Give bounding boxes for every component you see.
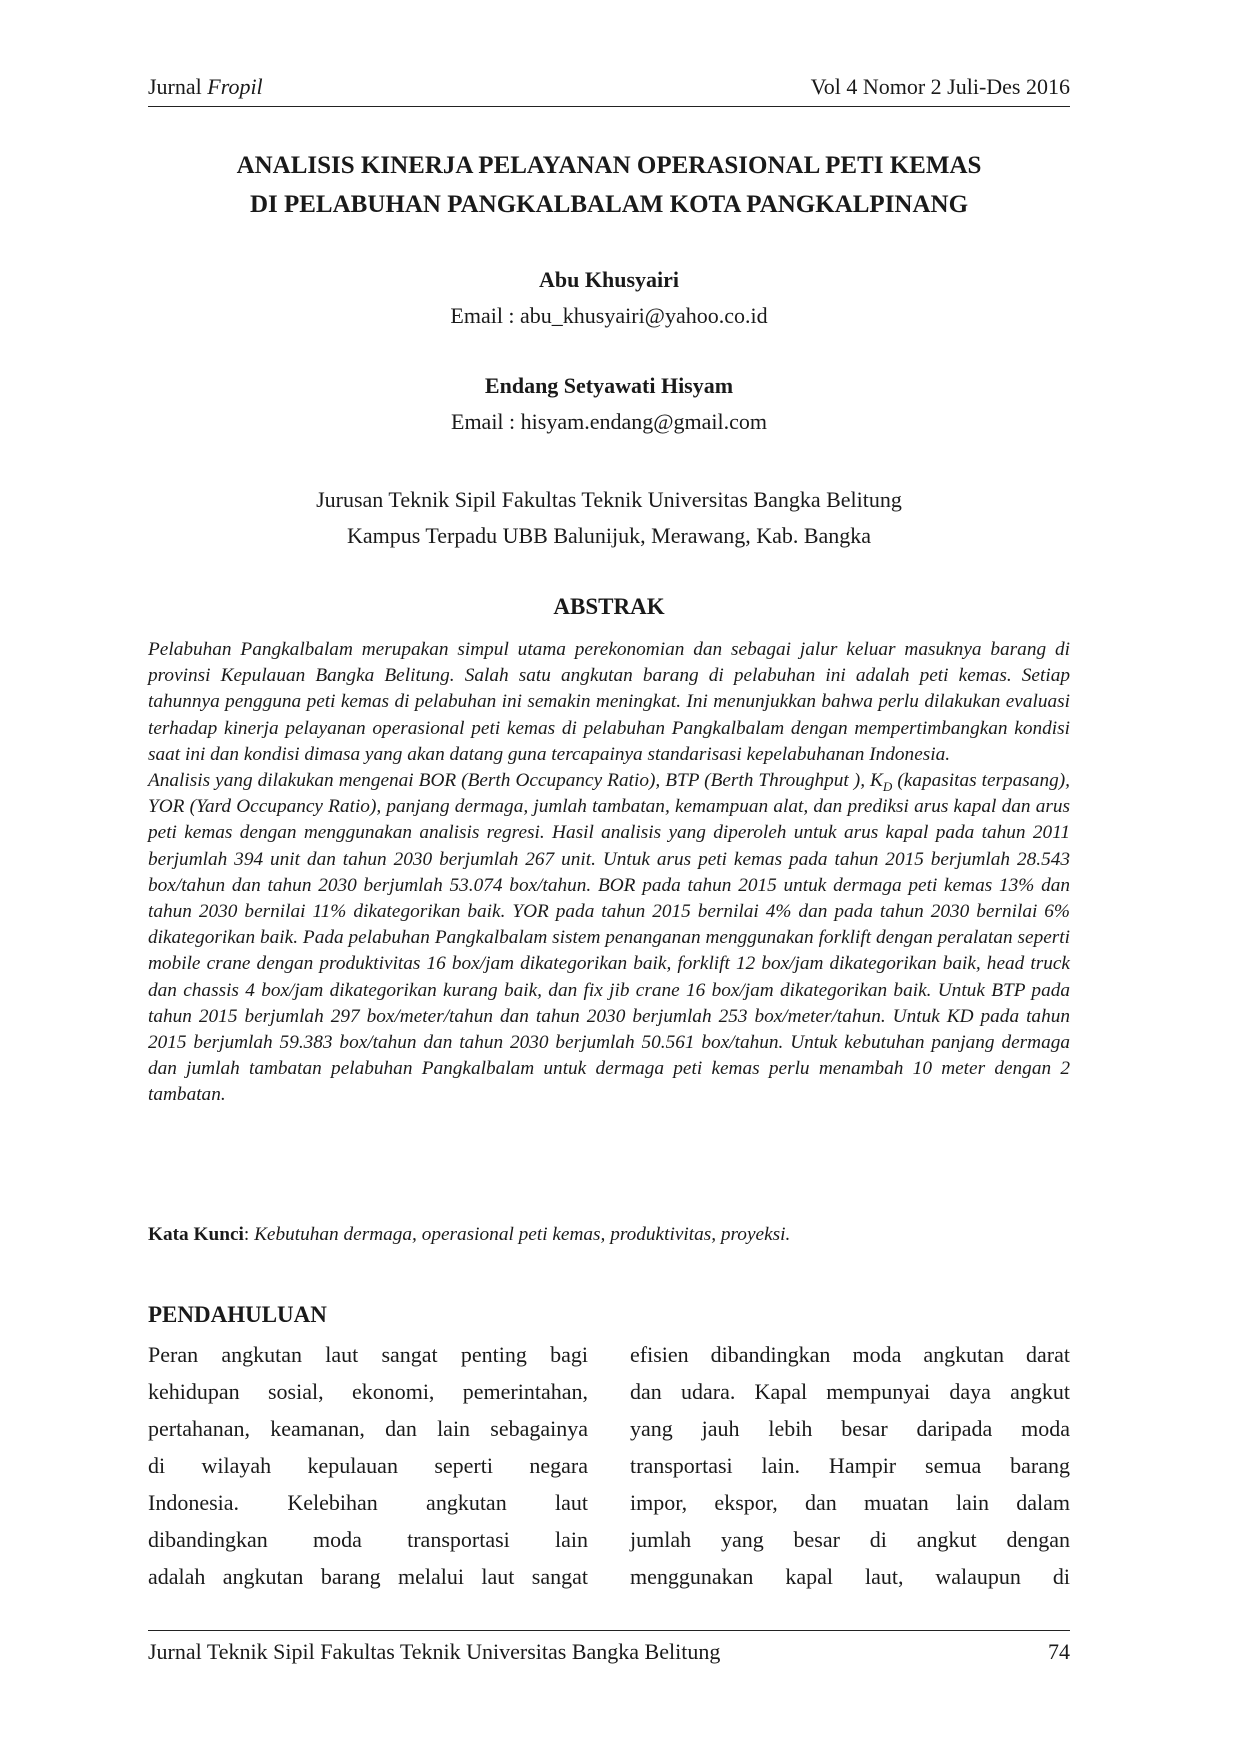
body-column-right	[630, 1336, 1070, 1595]
body-line: pertahanan, keamanan, dan lain sebagainya	[148, 1416, 588, 1441]
journal-prefix: Jurnal	[148, 74, 202, 99]
affiliation-line-1: Jurusan Teknik Sipil Fakultas Teknik Universitas Bangka Belitung	[316, 487, 902, 512]
footer-text: Jurnal Teknik Sipil Fakultas Teknik Universitas Bangka Belitung	[148, 1639, 721, 1664]
journal-name	[148, 74, 263, 100]
abstract-text: (kapasitas terpasang), YOR (Yard Occupancy Ratio), panjang dermaga, jumlah tambatan, kemampuan alat, dan prediksi arus kapal dan arus peti kemas dengan menggunakan analisis regresi. Hasil analisis yang diperoleh untuk arus kapal pada tahun 2011 berjumlah 394 unit dan tahun 2030 berjumlah 267 unit. Untuk arus peti kemas pada tahun 2015 berjumlah 28.543 box/tahun dan tahun 2030 berjumlah 53.074 box/tahun. BOR pada tahun 2015 untuk dermaga peti kemas 13% dan tahun 2030 bernilai 11% dikategorikan baik. YOR pada tahun 2015 bernilai 4% dan pada tahun 2030 bernilai 6% dikategorikan baik. Pada pelabuhan Pangkalbalam sistem penanganan menggunakan forklift dengan peralatan seperti mobile crane dengan produktivitas 16 box/jam dikategorikan baik, forklift 12 box/jam dikategorikan baik, head truck dan chassis 4 box/jam dikategorikan kurang baik, dan fix jib crane 16 box/jam dikategorikan baik. Untuk BTP pada tahun 2015 berjumlah 297 box/meter/tahun dan tahun 2030 berjumlah 253 box/meter/tahun. Untuk KD pada tahun 2015 berjumlah 59.383 box/tahun dan tahun 2030 berjumlah 50.561 box/tahun. Untuk kebutuhan panjang dermaga dan jumlah tambatan pelabuhan Pangkalbalam untuk dermaga peti kemas perlu menambah 10 meter dengan 2 tambatan.	[148, 770, 1070, 1106]
author-email: Email : abu_khusyairi@yahoo.co.id	[450, 303, 768, 328]
running-header	[148, 74, 1070, 106]
journal-title-italic: Fropil	[207, 74, 263, 99]
keywords-separator: :	[243, 1224, 250, 1245]
abstract-paragraph-1: Pelabuhan Pangkalbalam merupakan simpul utama perekonomian dan sebagai jalur keluar masuknya barang di provinsi Kepulauan Bangka Belitung. Salah satu angkutan barang di pelabuhan ini adalah peti kemas. Setiap tahunnya pengguna peti kemas di pelabuhan ini semakin meningkat. Ini menunjukkan bahwa perlu dilakukan evaluasi terhadap kinerja pelayanan operasional peti kemas di pelabuhan Pangkalbalam dengan mempertimbangkan kondisi saat ini dan kondisi dimasa yang akan datang guna tercapainya standarisasi kepelabuhanan Indonesia.	[148, 639, 1070, 765]
body-line: transportasi lain. Hampir semua barang	[630, 1453, 1070, 1478]
abstract-heading: ABSTRAK	[553, 594, 665, 619]
subscript-d: D	[882, 778, 893, 794]
abstract-body	[148, 637, 1070, 1109]
paper-title	[148, 146, 1070, 224]
body-line: yang jauh lebih besar daripada moda	[630, 1416, 1070, 1441]
keywords-label: Kata Kunci	[148, 1224, 244, 1245]
volume-info: Vol 4 Nomor 2 Juli-Des 2016	[810, 74, 1070, 99]
affiliation	[148, 482, 1070, 554]
keywords-text: Kebutuhan dermaga, operasional peti kemas, produktivitas, proyeksi.	[249, 1224, 791, 1245]
page-number: 74	[1048, 1639, 1070, 1664]
footer-rule	[148, 1630, 1070, 1631]
body-line: dibandingkan moda transportasi lain	[148, 1527, 588, 1552]
author-2	[148, 368, 1070, 440]
author-name: Abu Khusyairi	[539, 267, 679, 292]
title-line-1: ANALISIS KINERJA PELAYANAN OPERASIONAL PETI KEMAS	[236, 152, 982, 179]
body-line: dan udara. Kapal mempunyai daya angkut	[630, 1379, 1070, 1404]
body-column-left	[148, 1336, 588, 1595]
section-heading: PENDAHULUAN	[148, 1302, 327, 1327]
abstract-text: Analisis yang dilakukan mengenai BOR (Berth Occupancy Ratio), BTP (Berth Throughput ), K	[148, 770, 883, 792]
body-line: kehidupan sosial, ekonomi, pemerintahan,	[148, 1379, 588, 1404]
body-line: di wilayah kepulauan seperti negara	[148, 1453, 588, 1478]
header-rule	[148, 106, 1070, 107]
body-line: Indonesia. Kelebihan angkutan laut	[148, 1490, 588, 1515]
keywords	[148, 1224, 1070, 1246]
title-line-2: DI PELABUHAN PANGKALBALAM KOTA PANGKALPINANG	[249, 191, 969, 218]
body-line: Peran angkutan laut sangat penting bagi	[148, 1342, 588, 1367]
body-line: jumlah yang besar di angkut dengan	[630, 1527, 1070, 1552]
author-1	[148, 262, 1070, 334]
author-email: Email : hisyam.endang@gmail.com	[451, 409, 767, 434]
author-name: Endang Setyawati Hisyam	[484, 373, 734, 398]
body-line: efisien dibandingkan moda angkutan darat	[630, 1342, 1070, 1367]
body-line: adalah angkutan barang melalui laut sangat	[148, 1564, 588, 1589]
affiliation-line-2: Kampus Terpadu UBB Balunijuk, Merawang, Kab. Bangka	[346, 523, 872, 548]
abstract-paragraph-2	[148, 768, 1070, 1109]
body-line: impor, ekspor, dan muatan lain dalam	[630, 1490, 1070, 1515]
body-line: menggunakan kapal laut, walaupun di	[630, 1564, 1070, 1589]
